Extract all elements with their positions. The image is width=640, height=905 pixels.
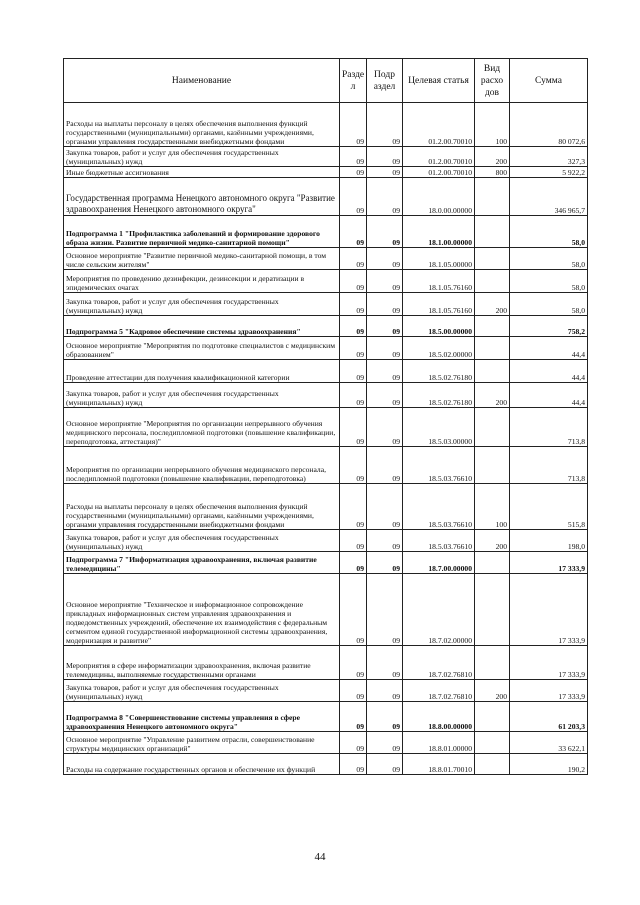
row-razdel: 09 xyxy=(340,552,367,574)
row-vid xyxy=(475,178,510,216)
row-vid xyxy=(475,732,510,754)
table-row xyxy=(64,680,588,702)
row-razdel: 09 xyxy=(340,574,367,646)
row-vid: 200 xyxy=(475,530,510,552)
col-header-vid: Вид расхо дов xyxy=(475,59,510,103)
row-podrazdel: 09 xyxy=(367,680,403,702)
row-sum: 5 922,2 xyxy=(510,167,588,178)
row-podrazdel: 09 xyxy=(367,270,403,293)
row-name: Проведение аттестации для получения квалификационной категории xyxy=(64,360,340,383)
row-target: 18.7.02.00000 xyxy=(403,574,475,646)
budget-table xyxy=(63,58,588,775)
row-vid: 200 xyxy=(475,293,510,316)
row-name: Мероприятия по проведению дезинфекции, дезинсекции и дератизации в эпидемических очагах xyxy=(64,270,340,293)
row-vid: 100 xyxy=(475,484,510,530)
row-name: Закупка товаров, работ и услуг для обеспечения государственных (муниципальных) нужд xyxy=(64,530,340,552)
row-vid xyxy=(475,408,510,447)
row-podrazdel: 09 xyxy=(367,293,403,316)
row-target: 18.5.03.76610 xyxy=(403,530,475,552)
row-name: Подпрограмма 7 "Информатизация здравоохранения, включая развитие телемедицины" xyxy=(64,552,340,574)
table-row xyxy=(64,147,588,167)
row-sum: 758,2 xyxy=(510,316,588,337)
row-name: Иные бюджетные ассигнования xyxy=(64,167,340,178)
row-sum: 58,0 xyxy=(510,293,588,316)
row-vid xyxy=(475,270,510,293)
row-sum: 713,8 xyxy=(510,447,588,484)
row-vid xyxy=(475,574,510,646)
row-sum: 44,4 xyxy=(510,360,588,383)
row-target: 01.2.00.70010 xyxy=(403,167,475,178)
row-target: 18.5.03.00000 xyxy=(403,408,475,447)
table-row xyxy=(64,530,588,552)
row-name: Подпрограмма 8 "Совершенствование системы управления в сфере здравоохранения Ненецкого автономного округа" xyxy=(64,702,340,732)
row-sum: 80 072,6 xyxy=(510,103,588,147)
row-podrazdel: 09 xyxy=(367,383,403,408)
row-vid xyxy=(475,552,510,574)
table-row xyxy=(64,216,588,248)
row-razdel: 09 xyxy=(340,167,367,178)
row-podrazdel: 09 xyxy=(367,552,403,574)
table-header-row xyxy=(64,59,588,103)
row-vid: 800 xyxy=(475,167,510,178)
row-podrazdel: 09 xyxy=(367,147,403,167)
row-sum: 33 622,1 xyxy=(510,732,588,754)
row-razdel: 09 xyxy=(340,732,367,754)
row-name: Государственная программа Ненецкого автономного округа "Развитие здравоохранения Ненецкого автономного округа" xyxy=(64,178,340,216)
row-podrazdel: 09 xyxy=(367,702,403,732)
row-podrazdel: 09 xyxy=(367,316,403,337)
row-sum: 44,4 xyxy=(510,337,588,360)
row-target: 18.8.00.00000 xyxy=(403,702,475,732)
row-sum: 327,3 xyxy=(510,147,588,167)
row-target: 01.2.00.70010 xyxy=(403,103,475,147)
row-name: Расходы на содержание государственных органов и обеспечение их функций xyxy=(64,754,340,775)
row-sum: 713,8 xyxy=(510,408,588,447)
row-podrazdel: 09 xyxy=(367,646,403,680)
row-razdel: 09 xyxy=(340,248,367,270)
row-razdel: 09 xyxy=(340,383,367,408)
table-row xyxy=(64,178,588,216)
table-row xyxy=(64,732,588,754)
table-row xyxy=(64,248,588,270)
row-razdel: 09 xyxy=(340,293,367,316)
col-header-razdel: Разде л xyxy=(340,59,367,103)
row-sum: 346 965,7 xyxy=(510,178,588,216)
table-row xyxy=(64,447,588,484)
table-row xyxy=(64,408,588,447)
row-razdel: 09 xyxy=(340,447,367,484)
row-razdel: 09 xyxy=(340,646,367,680)
row-target: 18.1.05.76160 xyxy=(403,270,475,293)
row-name: Мероприятия по организации непрерывного обучения медицинского персонала, последипломной подготовки (повышение квалификации, переподготовка) xyxy=(64,447,340,484)
row-podrazdel: 09 xyxy=(367,216,403,248)
row-vid xyxy=(475,646,510,680)
row-name: Расходы на выплаты персоналу в целях обеспечения выполнения функций государственными (муниципальными) органами, казёнными учреждениями, органами управления государственными внебюджетными фондами xyxy=(64,103,340,147)
row-target: 18.1.00.00000 xyxy=(403,216,475,248)
row-razdel: 09 xyxy=(340,337,367,360)
row-target: 18.8.01.70010 xyxy=(403,754,475,775)
row-target: 18.5.02.76180 xyxy=(403,360,475,383)
row-target: 18.7.02.76810 xyxy=(403,680,475,702)
row-name: Закупка товаров, работ и услуг для обеспечения государственных (муниципальных) нужд xyxy=(64,147,340,167)
row-sum: 44,4 xyxy=(510,383,588,408)
row-target: 18.8.01.00000 xyxy=(403,732,475,754)
row-target: 18.7.00.00000 xyxy=(403,552,475,574)
row-podrazdel: 09 xyxy=(367,167,403,178)
table-row xyxy=(64,484,588,530)
page-number: 44 xyxy=(314,851,326,863)
row-sum: 17 333,9 xyxy=(510,552,588,574)
row-name: Основное мероприятие "Мероприятия по подготовке специалистов с медицинским образованием" xyxy=(64,337,340,360)
table-row xyxy=(64,646,588,680)
table-row xyxy=(64,702,588,732)
row-podrazdel: 09 xyxy=(367,447,403,484)
row-target: 18.1.05.76160 xyxy=(403,293,475,316)
row-vid xyxy=(475,754,510,775)
table-row xyxy=(64,103,588,147)
row-razdel: 09 xyxy=(340,530,367,552)
row-podrazdel: 09 xyxy=(367,248,403,270)
table-row xyxy=(64,574,588,646)
table-row xyxy=(64,337,588,360)
table-row xyxy=(64,754,588,775)
row-sum: 17 333,9 xyxy=(510,680,588,702)
row-name: Закупка товаров, работ и услуг для обеспечения государственных (муниципальных) нужд xyxy=(64,383,340,408)
col-header-sum: Сумма xyxy=(510,59,588,103)
row-razdel: 09 xyxy=(340,216,367,248)
row-razdel: 09 xyxy=(340,178,367,216)
row-name: Расходы на выплаты персоналу в целях обеспечения выполнения функций государственными (муниципальными) органами, казёнными учреждениями, органами управления государственными внебюджетными фондами xyxy=(64,484,340,530)
row-razdel: 09 xyxy=(340,103,367,147)
row-name: Подпрограмма 1 "Профилактика заболеваний и формирование здорового образа жизни. Развитие первичной медико-санитарной помощи" xyxy=(64,216,340,248)
row-sum: 61 203,3 xyxy=(510,702,588,732)
row-target: 18.5.02.00000 xyxy=(403,337,475,360)
row-razdel: 09 xyxy=(340,360,367,383)
row-target: 18.1.05.00000 xyxy=(403,248,475,270)
row-podrazdel: 09 xyxy=(367,530,403,552)
row-name: Закупка товаров, работ и услуг для обеспечения государственных (муниципальных) нужд xyxy=(64,293,340,316)
table-row xyxy=(64,167,588,178)
row-vid: 200 xyxy=(475,147,510,167)
col-header-name: Наименование xyxy=(64,59,340,103)
row-sum: 515,8 xyxy=(510,484,588,530)
col-header-podrazdel: Подр аздел xyxy=(367,59,403,103)
row-vid: 100 xyxy=(475,103,510,147)
row-name: Основное мероприятие "Мероприятия по организации непрерывного обучения медицинского персонала, последипломной подготовки (повышение квалификации, переподготовка, аттестация)" xyxy=(64,408,340,447)
table-row xyxy=(64,316,588,337)
row-sum: 198,0 xyxy=(510,530,588,552)
row-name: Основное мероприятие "Техническое и информационное сопровождение прикладных информационных систем управления здравоохранения и подведомственных учреждений, обеспечение их взаимодействия с федеральным сегментом единой государственной информационной системы здравоохранения, модернизация и развитие" xyxy=(64,574,340,646)
row-razdel: 09 xyxy=(340,316,367,337)
row-target: 18.7.02.76810 xyxy=(403,646,475,680)
row-vid xyxy=(475,360,510,383)
row-razdel: 09 xyxy=(340,754,367,775)
row-razdel: 09 xyxy=(340,484,367,530)
row-razdel: 09 xyxy=(340,408,367,447)
col-header-target: Целевая статья xyxy=(403,59,475,103)
row-razdel: 09 xyxy=(340,680,367,702)
row-podrazdel: 09 xyxy=(367,484,403,530)
row-podrazdel: 09 xyxy=(367,754,403,775)
row-sum: 58,0 xyxy=(510,248,588,270)
table-body xyxy=(64,103,588,775)
row-podrazdel: 09 xyxy=(367,103,403,147)
row-vid: 200 xyxy=(475,680,510,702)
row-vid xyxy=(475,447,510,484)
table-row xyxy=(64,552,588,574)
row-sum: 58,0 xyxy=(510,270,588,293)
row-vid xyxy=(475,702,510,732)
row-podrazdel: 09 xyxy=(367,360,403,383)
row-target: 18.0.00.00000 xyxy=(403,178,475,216)
row-name: Основное мероприятие "Развитие первичной медико-санитарной помощи, в том числе сельским жителям" xyxy=(64,248,340,270)
row-target: 18.5.00.00000 xyxy=(403,316,475,337)
row-sum: 17 333,9 xyxy=(510,646,588,680)
row-razdel: 09 xyxy=(340,147,367,167)
row-vid xyxy=(475,216,510,248)
row-podrazdel: 09 xyxy=(367,178,403,216)
table-row xyxy=(64,383,588,408)
row-razdel: 09 xyxy=(340,270,367,293)
row-sum: 58,0 xyxy=(510,216,588,248)
row-name: Подпрограмма 5 "Кадровое обеспечение системы здравоохранения" xyxy=(64,316,340,337)
row-razdel: 09 xyxy=(340,702,367,732)
row-vid xyxy=(475,316,510,337)
row-target: 18.5.03.76610 xyxy=(403,447,475,484)
table-row xyxy=(64,360,588,383)
row-vid xyxy=(475,337,510,360)
row-name: Мероприятия в сфере информатизации здравоохранения, включая развитие телемедицины, выполняемые государственными органами xyxy=(64,646,340,680)
row-vid xyxy=(475,248,510,270)
row-target: 18.5.02.76180 xyxy=(403,383,475,408)
row-podrazdel: 09 xyxy=(367,732,403,754)
row-vid: 200 xyxy=(475,383,510,408)
row-name: Закупка товаров, работ и услуг для обеспечения государственных (муниципальных) нужд xyxy=(64,680,340,702)
row-sum: 17 333,9 xyxy=(510,574,588,646)
row-podrazdel: 09 xyxy=(367,574,403,646)
row-podrazdel: 09 xyxy=(367,337,403,360)
row-podrazdel: 09 xyxy=(367,408,403,447)
row-name: Основное мероприятие "Управление развитием отрасли, совершенствование структуры медицинских организаций" xyxy=(64,732,340,754)
table-row xyxy=(64,270,588,293)
row-sum: 190,2 xyxy=(510,754,588,775)
table-row xyxy=(64,293,588,316)
row-target: 18.5.03.76610 xyxy=(403,484,475,530)
row-target: 01.2.00.70010 xyxy=(403,147,475,167)
